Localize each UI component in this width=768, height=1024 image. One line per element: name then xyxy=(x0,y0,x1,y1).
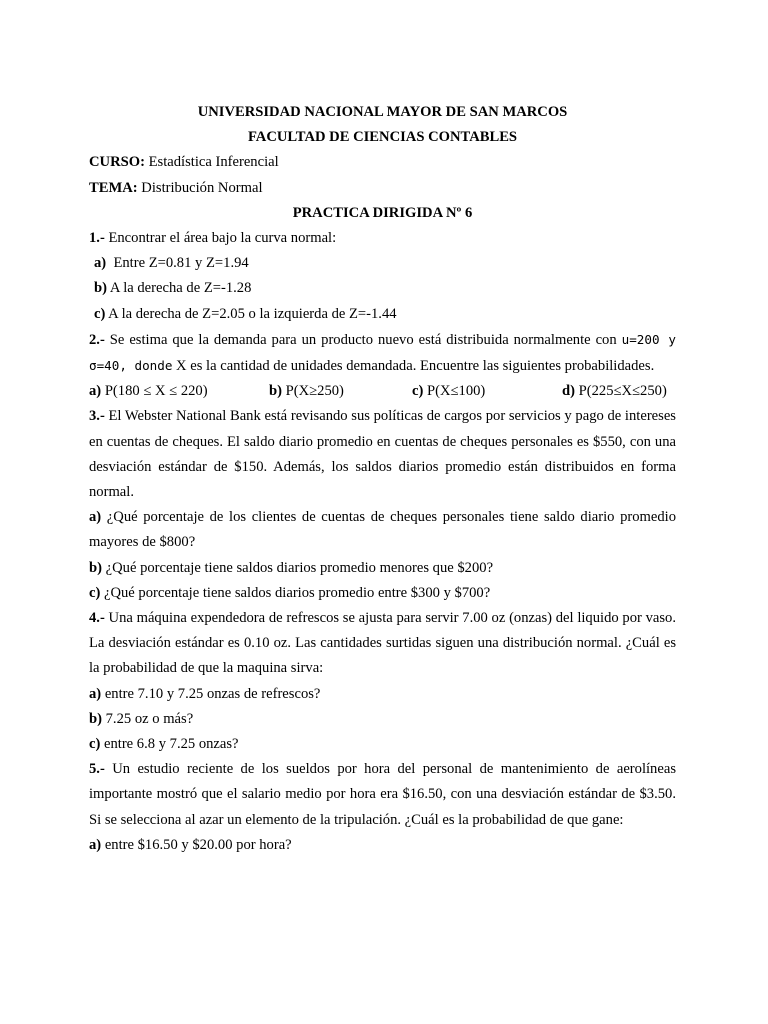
option-text: P(225≤X≤250) xyxy=(574,383,667,400)
question-3-item-b xyxy=(89,556,676,581)
option-c xyxy=(412,379,562,404)
question-number: 5.- xyxy=(89,761,105,778)
item-text: entre $16.50 y $20.00 por hora? xyxy=(101,836,292,853)
topic-line xyxy=(89,176,676,201)
question-1-item-a xyxy=(89,251,676,276)
question-text-continued: X es la cantidad de unidades demandada. Encuentre las siguientes probabilidades. xyxy=(172,358,655,375)
item-text: ¿Qué porcentaje tiene saldos diarios promedio menores que $200? xyxy=(101,559,494,576)
option-a xyxy=(89,379,269,404)
option-b xyxy=(269,379,412,404)
question-1-item-c xyxy=(89,302,676,327)
question-5-item-a xyxy=(89,833,676,858)
item-text: A la derecha de Z=-1.28 xyxy=(106,280,252,297)
topic-value: Distribución Normal xyxy=(137,179,263,196)
question-3 xyxy=(89,404,676,505)
option-d xyxy=(562,379,676,404)
question-text: Se estima que la demanda para un producto nuevo está distribuida normalmente con xyxy=(104,331,622,348)
question-4-item-b xyxy=(89,707,676,732)
item-label: b) xyxy=(94,280,107,297)
item-label: a) xyxy=(89,509,102,526)
question-number: 3.- xyxy=(89,408,105,425)
item-text: entre 7.10 y 7.25 onzas de refrescos? xyxy=(101,685,321,702)
question-4 xyxy=(89,606,676,682)
faculty-title: FACULTAD DE CIENCIAS CONTABLES xyxy=(247,129,518,146)
practice-title: PRACTICA DIRIGIDA Nº 6 xyxy=(292,204,473,221)
question-number: 2.- xyxy=(89,331,105,348)
item-label: c) xyxy=(94,305,106,322)
item-text: ¿Qué porcentaje de los clientes de cuentas de cheques personales tiene saldo diario promedio mayores de $800? xyxy=(89,509,676,551)
item-label: a) xyxy=(94,255,107,272)
question-math: u=200 y σ=40, donde xyxy=(89,331,677,374)
item-text: Entre Z=0.81 y Z=1.94 xyxy=(106,255,249,272)
item-label: c) xyxy=(89,584,101,601)
option-label: d) xyxy=(562,383,575,400)
option-text: P(X≥250) xyxy=(281,383,344,400)
question-4-item-c xyxy=(89,732,676,757)
topic-label: TEMA: xyxy=(89,179,138,196)
question-5 xyxy=(89,757,676,833)
question-text: Un estudio reciente de los sueldos por hora del personal de mantenimiento de aerolíneas importante mostró que el salario medio por hora era $16.50, con una desviación estándar de $3.50. Si se selecciona al azar un elemento de la tripulación. ¿Cuál es la probabilidad de que gane: xyxy=(89,761,676,828)
question-2-options xyxy=(89,379,676,404)
question-1-item-b xyxy=(89,276,676,301)
option-text: P(180 ≤ X ≤ 220) xyxy=(101,383,208,400)
question-4-item-a xyxy=(89,682,676,707)
item-text: A la derecha de Z=2.05 o la izquierda de Z=-1.44 xyxy=(105,305,397,322)
question-text: Encontrar el área bajo la curva normal: xyxy=(104,230,337,247)
question-number: 1.- xyxy=(89,230,105,247)
item-text: ¿Qué porcentaje tiene saldos diarios promedio entre $300 y $700? xyxy=(100,584,491,601)
item-label: a) xyxy=(89,685,102,702)
question-3-item-c xyxy=(89,581,676,606)
document-content xyxy=(89,100,676,858)
option-label: b) xyxy=(269,383,282,400)
question-text: Una máquina expendedora de refrescos se ajusta para servir 7.00 oz (onzas) del liquido por vaso. La desviación estándar es 0.10 oz. Las cantidades surtidas siguen una distribución normal. ¿Cuál es la probabilidad de que la maquina sirva: xyxy=(89,610,676,677)
question-2 xyxy=(89,327,676,379)
item-label: c) xyxy=(89,736,101,753)
item-text: 7.25 oz o más? xyxy=(101,710,194,727)
course-label: CURSO: xyxy=(89,154,145,171)
course-line xyxy=(89,150,676,175)
item-text: entre 6.8 y 7.25 onzas? xyxy=(100,736,239,753)
item-label: a) xyxy=(89,836,102,853)
option-label: c) xyxy=(412,383,424,400)
course-value: Estadística Inferencial xyxy=(144,154,279,171)
option-text: P(X≤100) xyxy=(423,383,486,400)
item-label: b) xyxy=(89,559,102,576)
option-label: a) xyxy=(89,383,102,400)
question-1 xyxy=(89,226,676,251)
question-number: 4.- xyxy=(89,610,105,627)
university-title: UNIVERSIDAD NACIONAL MAYOR DE SAN MARCOS xyxy=(197,104,568,120)
item-label: b) xyxy=(89,710,102,727)
question-3-item-a xyxy=(89,505,676,555)
question-text: El Webster National Bank está revisando sus políticas de cargos por servicios y pago de intereses en cuentas de cheques. El saldo diario promedio en cuentas de cheques personales es $550, con una desviación estándar de $150. Además, los saldos diarios promedio están distribuidos en forma normal. xyxy=(89,408,676,501)
